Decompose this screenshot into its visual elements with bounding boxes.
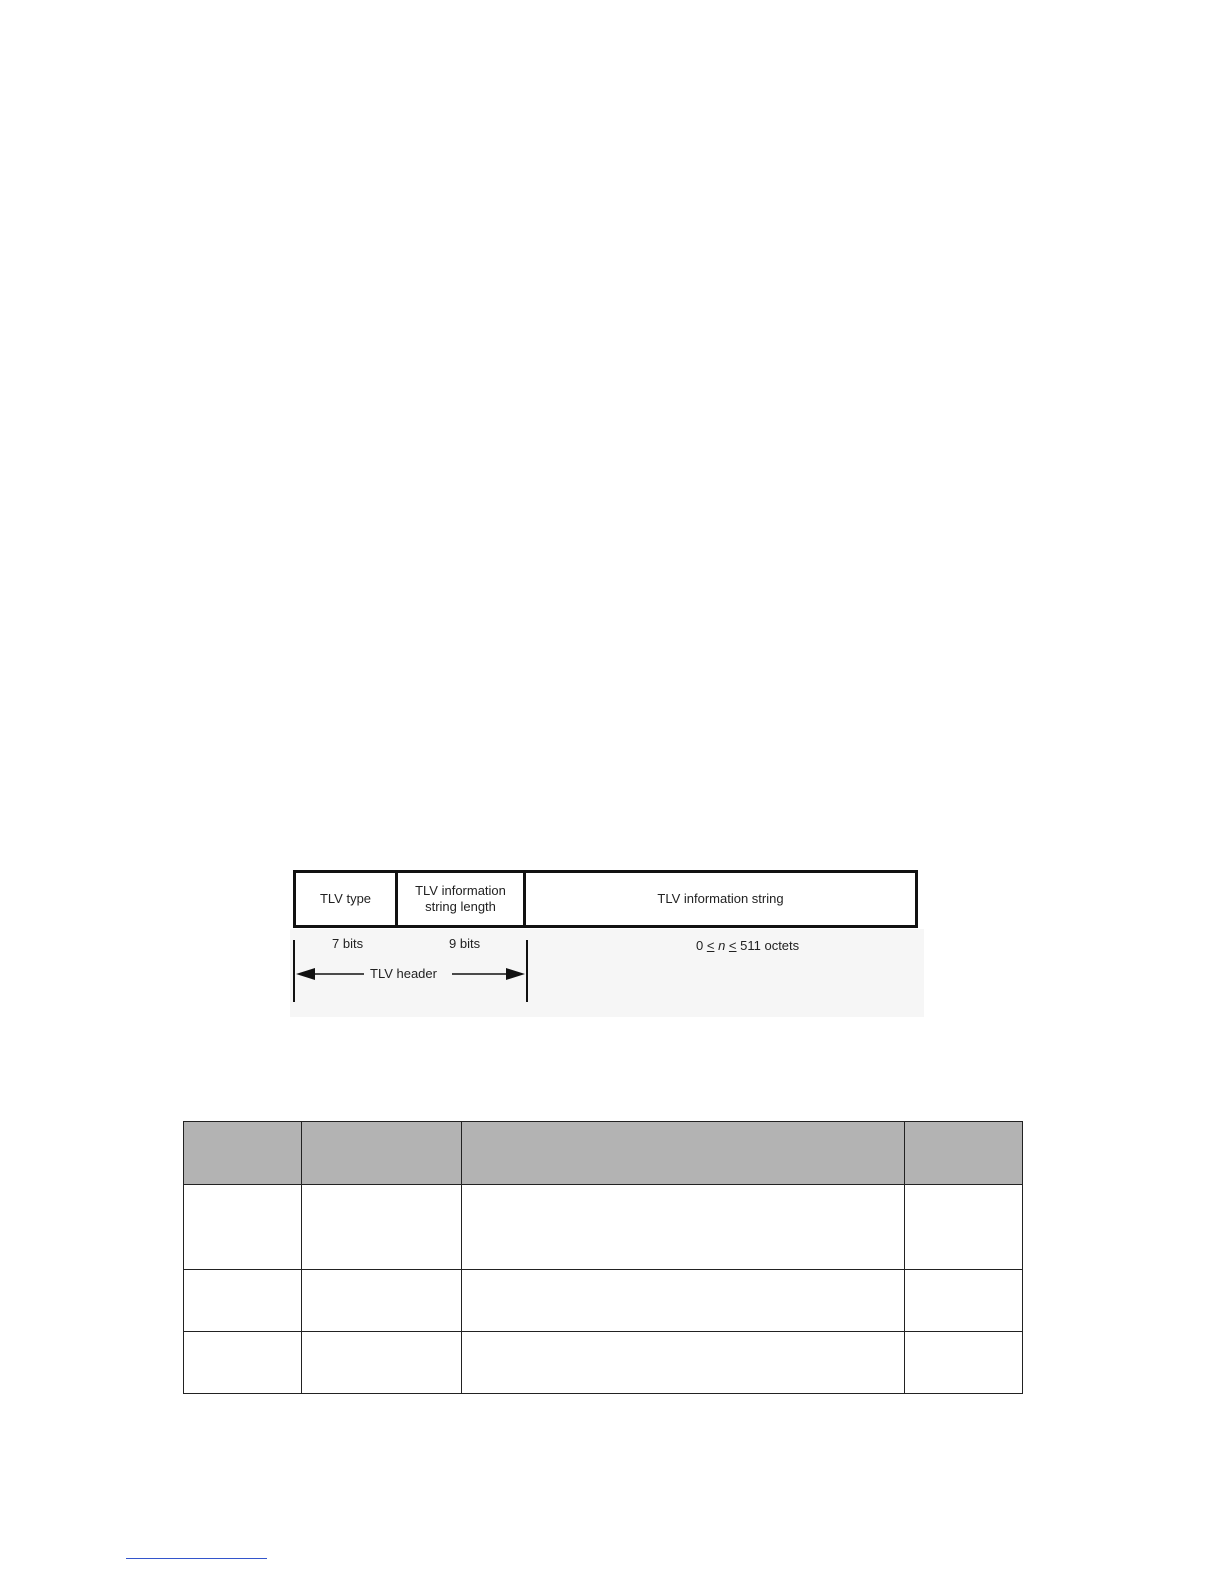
data-table xyxy=(183,1121,1023,1394)
table-cell xyxy=(905,1270,1023,1332)
table-cell xyxy=(302,1332,462,1394)
table-row xyxy=(184,1332,1023,1394)
length-bits-label: 9 bits xyxy=(449,936,481,951)
table-cell xyxy=(462,1270,905,1332)
table-cell xyxy=(302,1185,462,1270)
table-cell xyxy=(302,1270,462,1332)
table-cell xyxy=(462,1332,905,1394)
tlv-format-figure xyxy=(290,868,924,1018)
table-row xyxy=(184,1185,1023,1270)
table-header-cell xyxy=(462,1122,905,1185)
tlv-length-field: TLV information string length xyxy=(398,873,526,925)
tlv-fields-row xyxy=(293,870,918,928)
tlv-info-field: TLV information string xyxy=(657,891,784,906)
tlv-header-label: TLV header xyxy=(370,966,437,981)
table-cell xyxy=(905,1185,1023,1270)
table-row xyxy=(184,1270,1023,1332)
tlv-type-field: TLV type xyxy=(296,873,398,925)
table-cell xyxy=(184,1185,302,1270)
type-bits-label: 7 bits xyxy=(332,936,364,951)
info-size-label: 0 < n < 511 octets xyxy=(696,938,800,953)
table-header-cell xyxy=(184,1122,302,1185)
arrow-left-head xyxy=(296,968,315,980)
table-cell xyxy=(184,1332,302,1394)
table-cell xyxy=(905,1332,1023,1394)
table-header-row xyxy=(184,1122,1023,1185)
footnote-separator xyxy=(126,1558,267,1559)
table-cell xyxy=(184,1270,302,1332)
table-cell xyxy=(462,1185,905,1270)
arrow-right-head xyxy=(506,968,525,980)
table-header-cell xyxy=(302,1122,462,1185)
table-header-cell xyxy=(905,1122,1023,1185)
